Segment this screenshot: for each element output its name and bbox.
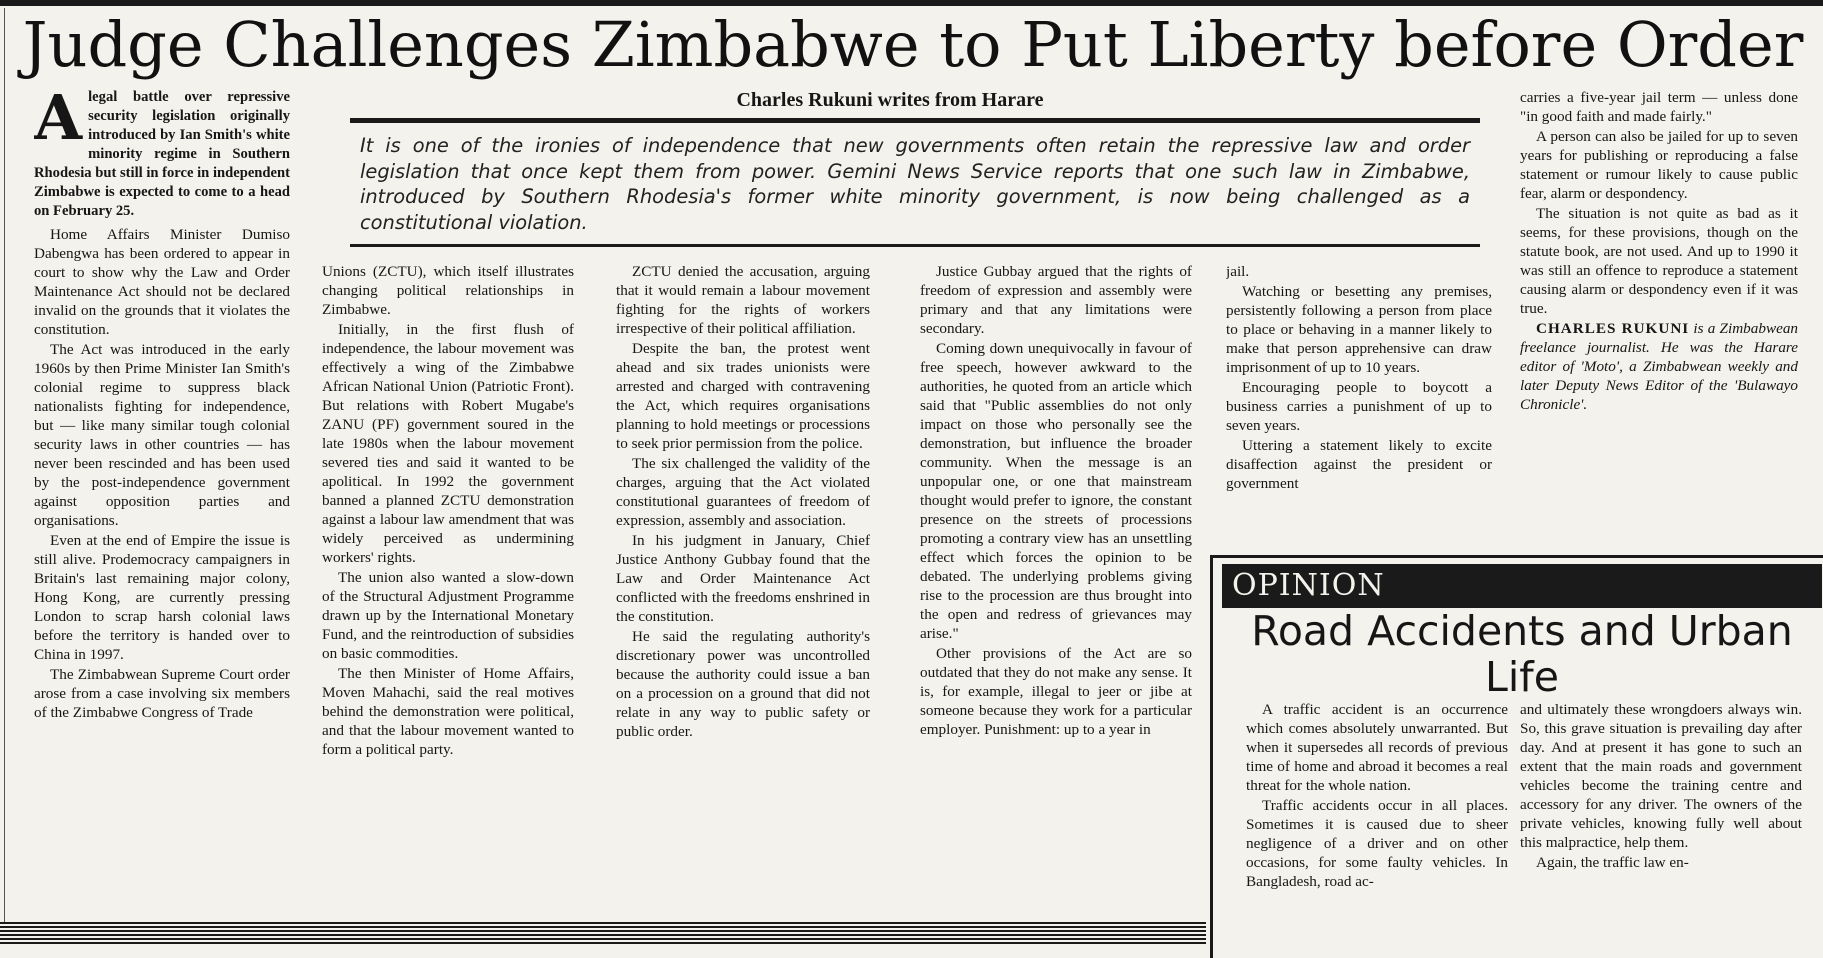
- paragraph: Coming down unequivocally in favour of free speech, however awkward to the authorities, he quoted from an article which said that "Public assemblies do not only impact on those who personally see the demonstration, but influence the broader community. When the message is an unpopular one, or one that mainstream thought would prefer to ignore, the constant presence on the streets of processions promoting a contrary view has an unsettling effect which forces the opinion to be debated. The underlying problems giving rise to the procession are thus brought into the open and redress of grievances may arise.": [920, 340, 1192, 642]
- article-column-6: [1520, 88, 1798, 538]
- author-bio: [1520, 319, 1798, 414]
- article-column-5: [1226, 262, 1492, 554]
- paragraph: jail.: [1226, 263, 1250, 280]
- paragraph: The then Minister of Home Affairs, Moven Mahachi, said the real motives behind the demonstration were political, and that the labour movement wanted to form a political party.: [322, 665, 574, 758]
- paragraph: Watching or besetting any premises, persistently following a person from place to place or behaving in a manner likely to make that person apprehensive can draw imprisonment of up to 10 years.: [1226, 283, 1492, 376]
- paragraph: Even at the end of Empire the issue is still alive. Prodemocracy campaigners in Britain's last remaining major colony, Hong Kong, are currently pressing London to scrap harsh colonial laws before the territory is handed over to China in 1997.: [34, 532, 290, 663]
- author-name: CHARLES RUKUNI: [1536, 320, 1690, 337]
- paragraph: The Zimbabwean Supreme Court order arose from a case involving six members of the Zimbabwe Congress of Trade: [34, 666, 290, 721]
- article-column-3: [616, 262, 870, 922]
- bottom-rule-bar: [0, 922, 1206, 944]
- paragraph: Uttering a statement likely to excite disaffection against the president or government: [1226, 437, 1492, 492]
- paragraph: A traffic accident is an occurrence which comes absolutely unwarranted. But when it supersedes all records of previous time of home and abroad it becomes a real threat for the whole nation.: [1246, 701, 1508, 794]
- opinion-column-2: [1520, 700, 1802, 944]
- paragraph: A person can also be jailed for up to seven years for publishing or reproducing a false statement or rumour likely to cause public fear, alarm or despondency.: [1520, 128, 1798, 202]
- author-bio-text: is a Zimbabwean freelance journalist. He was the Harare editor of 'Moto', a Zimbabwean weekly and later Deputy News Editor of the 'Bulawayo Chronicle'.: [1520, 320, 1798, 413]
- paragraph: ZCTU denied the accusation, arguing that it would remain a labour movement fighting for the rights of workers irrespective of their political affiliation.: [616, 263, 870, 337]
- paragraph: The situation is not quite as bad as it seems, for these provisions, though on the statute book, are not used. And up to 1990 it was still an offence to reproduce a statement causing alarm or despondency even if it was true.: [1520, 205, 1798, 317]
- deck-rule-bottom: [350, 244, 1480, 247]
- paragraph: In his judgment in January, Chief Justice Anthony Gubbay found that the Law and Order Maintenance Act conflicted with the freedoms enshrined in the constitution.: [616, 532, 870, 625]
- headline: Judge Challenges Zimbabwe to Put Liberty before Order: [22, 8, 1804, 81]
- paragraph: Home Affairs Minister Dumiso Dabengwa has been ordered to appear in court to show why the Law and Order Maintenance Act should not be declared invalid on the grounds that it violates the constitution.: [34, 226, 290, 338]
- paragraph: The union also wanted a slow-down of the Structural Adjustment Programme drawn up by the International Monetary Fund, and the reintroduction of subsidies on basic commodities.: [322, 569, 574, 662]
- article-column-2: [322, 262, 574, 922]
- drop-cap: A: [34, 88, 83, 154]
- paragraph: The Act was introduced in the early 1960s by then Prime Minister Ian Smith's colonial regime to suppress black nationalists fighting for independence, but — like many similar tough colonial security laws in other countries — has never been rescinded and has been used by the post-independence government against opposition parties and organisations.: [34, 341, 290, 529]
- article-column-4: [920, 262, 1192, 922]
- paragraph: Despite the ban, the protest went ahead and six trades unionists were arrested and charged with contravening the Act, which requires organisations planning to hold meetings or processions to seek prior permission from the police.: [616, 340, 870, 452]
- paragraph: Unions (ZCTU), which itself illustrates changing political relationships in Zimbabwe.: [322, 263, 574, 318]
- paragraph: Encouraging people to boycott a business carries a punishment of up to seven years.: [1226, 379, 1492, 434]
- opinion-label: OPINION: [1222, 564, 1822, 608]
- column-rule: [4, 8, 5, 944]
- paragraph: The six challenged the validity of the charges, arguing that the Act violated constitutional guarantees of freedom of expression, assembly and association.: [616, 455, 870, 529]
- opinion-column-1: [1246, 700, 1508, 944]
- paragraph: Traffic accidents occur in all places. Sometimes it is caused due to sheer negligence of a driver and on other occasions, for some faulty vehicles. In Bangladesh, road ac-: [1246, 797, 1508, 890]
- deck-rule-top: [350, 118, 1480, 123]
- paragraph: He said the regulating authority's discretionary power was uncontrolled because the authority could issue a ban on a procession on a ground that did not relate in any way to public safety or public order.: [616, 628, 870, 740]
- paragraph: carries a five-year jail term — unless done "in good faith and made fairly.": [1520, 89, 1798, 125]
- byline: Charles Rukuni writes from Harare: [736, 89, 1044, 111]
- opinion-title: Road Accidents and Urban Life: [1251, 607, 1793, 701]
- paragraph: Justice Gubbay argued that the rights of freedom of expression and assembly were primary and that any limitations were secondary.: [920, 263, 1192, 337]
- lead-text: legal battle over repressive security legislation originally introduced by Ian Smith's white minority regime in Southern Rhodesia but still in force in independent Zimbabwe is expected to come to a head on February 25.: [34, 89, 290, 219]
- paragraph: Initially, in the first flush of independence, the labour movement was effectively a wing of the Zimbabwe African National Union (Patriotic Front). But relations with Robert Mugabe's ZANU (PF) government soured in the late 1980s when the labour movement severed ties and said it wanted to be apolitical. In 1992 the government banned a planned ZCTU demonstration against a labour law amendment that was widely perceived as undermining workers' rights.: [322, 321, 574, 566]
- article-deck: It is one of the ironies of independence that new governments often retain the repressive law and order legislation that once kept them from power. Gemini News Service reports that one such law in Zimbabwe, introduced by Southern Rhodesia's former white minority government, is now being challenged as a constitutional violation.: [360, 134, 1470, 234]
- paragraph: Other provisions of the Act are so outdated that they do not make any sense. It is, for example, illegal to jeer or jibe at someone because they work for a particular employer. Punishment: up to a year in: [920, 645, 1192, 738]
- paragraph: Again, the traffic law en-: [1536, 854, 1689, 871]
- article-column-1: [34, 88, 290, 922]
- paragraph: and ultimately these wrongdoers always win. So, this grave situation is prevailing day after day. And at present it has gone to such an extent that the main roads and government vehicles become the training centre and accessory for any driver. The owners of the private vehicles, knowing fully well about this malpractice, help them.: [1520, 701, 1802, 851]
- lead-paragraph: [34, 88, 290, 221]
